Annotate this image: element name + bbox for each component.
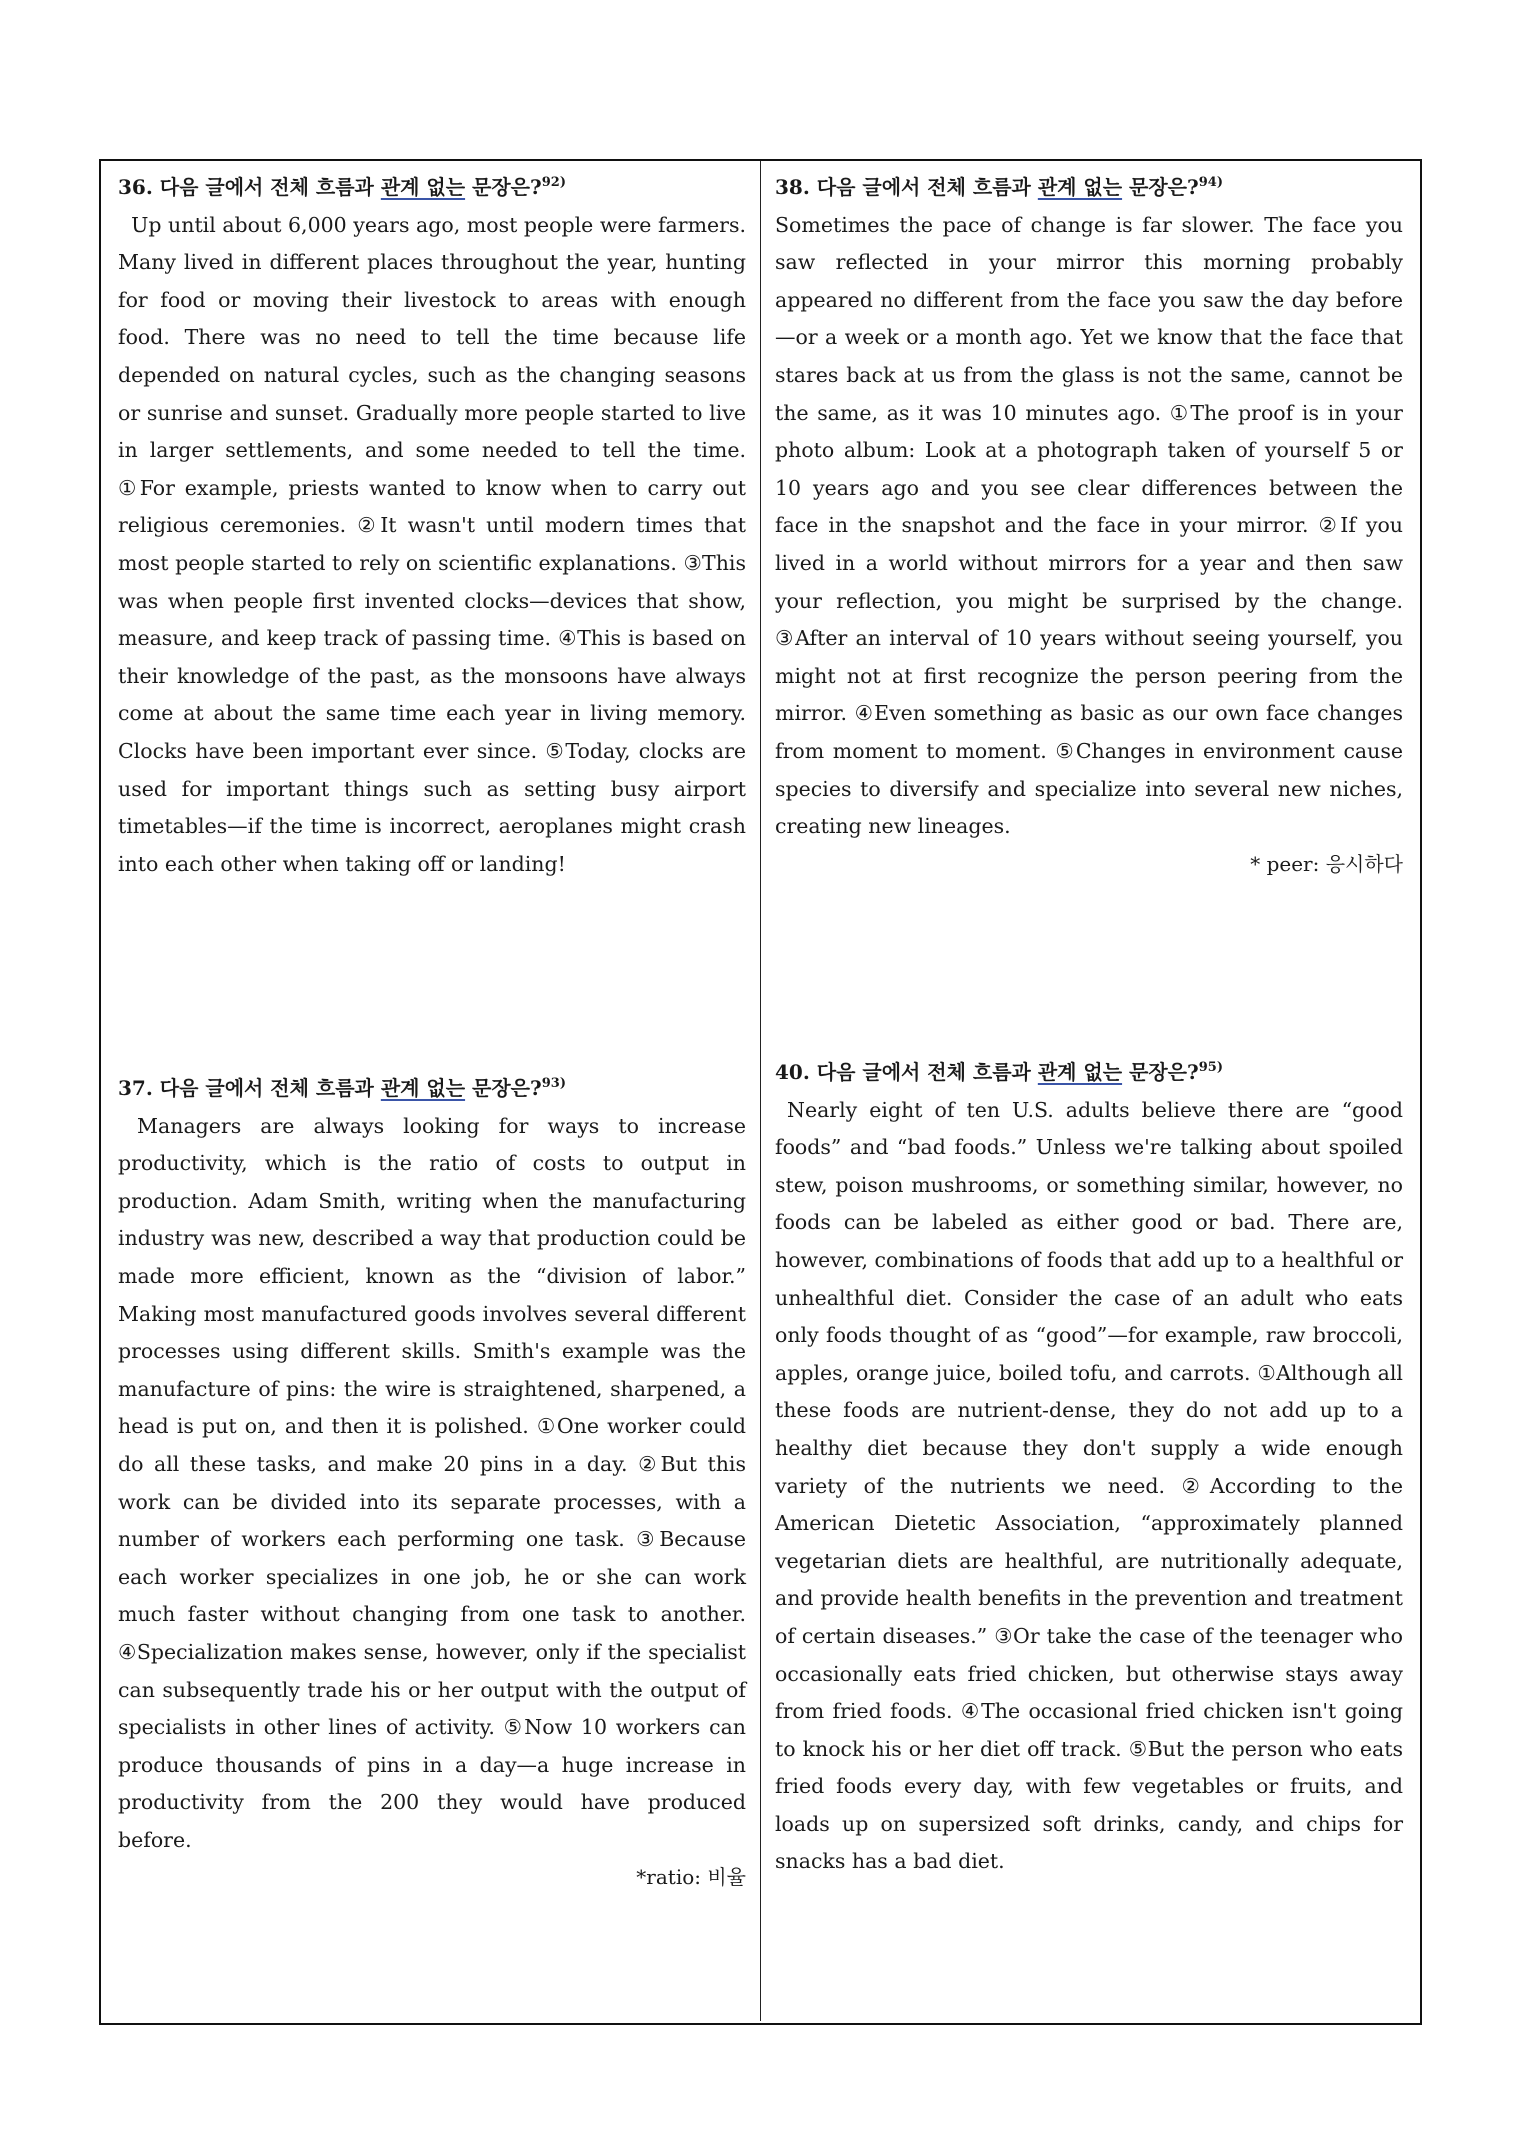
question-number: 37.	[118, 1076, 153, 1100]
question-prompt-underlined: 관계 없는	[1037, 1060, 1123, 1084]
vocab-note: *ratio: 비율	[636, 1865, 746, 1890]
passage-text: Sometimes the pace of change is far slower. The face you saw reflected in your mirror this morning probably appeared no different from the face you saw the day before —or a week or a month ago. Yet we know that the face that stares back at us from the glass is not the same, cannot be the same, as it was 10 minutes ago. ①The proof is in your photo album: Look at a photograph taken of yourself 5 or 10 years ago and you see clear differences between the face in the snapshot and the face in your mirror. ②If you lived in a world without mirrors for a year and then saw your reflection, you might be surprised by the change. ③After an interval of 10 years without seeing yourself, you might not at first recognize the person peering from the mirror. ④Even something as basic as our own face changes from moment to moment. ⑤Changes in environment cause species to diversify and specialize into several new niches, creating new lineages.	[775, 212, 1403, 839]
question-title	[118, 1070, 746, 1108]
question-prompt-end: 문장은?	[472, 1076, 542, 1100]
vocab-note: * peer: 응시하다	[1250, 851, 1403, 876]
question-prompt-end: 문장은?	[472, 175, 542, 199]
question-number: 40.	[775, 1060, 810, 1084]
question-number: 38.	[775, 175, 810, 199]
question-40	[775, 1054, 1410, 1881]
question-title	[118, 169, 746, 207]
question-number: 36.	[118, 175, 153, 199]
question-37	[118, 1070, 753, 1897]
footnote-marker: 94)	[1198, 175, 1223, 190]
question-prompt-underlined: 관계 없는	[1037, 175, 1123, 199]
question-prompt: 다음 글에서 전체 흐름과	[159, 1076, 374, 1100]
footnote-marker: 92)	[541, 175, 566, 190]
question-prompt-end: 문장은?	[1129, 175, 1199, 199]
column-divider	[760, 161, 761, 2021]
footnote-marker: 95)	[1198, 1060, 1223, 1075]
question-38	[775, 169, 1403, 883]
question-prompt: 다음 글에서 전체 흐름과	[816, 175, 1031, 199]
passage-text: Up until about 6,000 years ago, most people were farmers. Many lived in different places throughout the year, hunting for food or moving their livestock to areas with enough food. There was no need to tell the time because life depended on natural cycles, such as the changing seasons or sunrise and sunset. Gradually more people started to live in larger settlements, and some needed to tell the time. ①For example, priests wanted to know when to carry out religious ceremonies. ②It wasn't until modern times that most people started to rely on scientific explanations. ③This was when people first invented clocks—devices that show, measure, and keep track of passing time. ④This is based on their knowledge of the past, as the monsoons have always come at about the same time each year in living memory. Clocks have been important ever since. ⑤Today, clocks are used for important things such as setting busy airport timetables—if the time is incorrect, aeroplanes might crash into each other when taking off or landing!	[118, 212, 753, 876]
passage-text: Nearly eight of ten U.S. adults believe there are “good foods” and “bad foods.” Unless we're talking about spoiled stew, poison mushrooms, or something similar, however, no foods can be labeled as either good or bad. There are, however, combinations of foods that add up to a healthful or unhealthful diet. Consider the case of an adult who eats only foods thought of as “good”—for example, raw broccoli, apples, orange juice, boiled tofu, and carrots. ①Although all these foods are nutrient-dense, they do not add up to a healthy diet because they don't supply a wide enough variety of the nutrients we need. ②According to the American Dietetic Association, “approximately planned vegetarian diets are healthful, are nutritionally adequate, and provide health benefits in the prevention and treatment of certain diseases.” ③Or take the case of the teenager who occasionally eats fried chicken, but otherwise stays away from fried foods. ④The occasional fried chicken isn't going to knock his or her diet off track. ⑤But the person who eats fried foods every day, with few vegetables or fruits, and loads up on supersized soft drinks, candy, and chips for snacks has a bad diet.	[775, 1097, 1410, 1874]
footnote-marker: 93)	[541, 1076, 566, 1091]
question-prompt-end: 문장은?	[1129, 1060, 1199, 1084]
question-36	[118, 169, 753, 883]
passage-text: Managers are always looking for ways to increase productivity, which is the ratio of costs to output in production. Adam Smith, writing when the manufacturing industry was new, described a way that production could be made more efficient, known as the “division of labor.” Making most manufactured goods involves several different processes using different skills. Smith's example was the manufacture of pins: the wire is straightened, sharpened, a head is put on, and then it is polished. ①One worker could do all these tasks, and make 20 pins in a day. ②But this work can be divided into its separate processes, with a number of workers each performing one task. ③Because each worker specializes in one job, he or she can work much faster without changing from one task to another. ④Specialization makes sense, however, only if the specialist can subsequently trade his or her output with the output of specialists in other lines of activity. ⑤Now 10 workers can produce thousands of pins in a day—a huge increase in productivity from the 200 they would have produced before.	[118, 1113, 753, 1852]
question-prompt: 다음 글에서 전체 흐름과	[159, 175, 374, 199]
question-title	[775, 1054, 1403, 1092]
question-prompt-underlined: 관계 없는	[380, 175, 466, 199]
question-title	[775, 169, 1403, 207]
question-prompt-underlined: 관계 없는	[380, 1076, 466, 1100]
question-prompt: 다음 글에서 전체 흐름과	[816, 1060, 1031, 1084]
